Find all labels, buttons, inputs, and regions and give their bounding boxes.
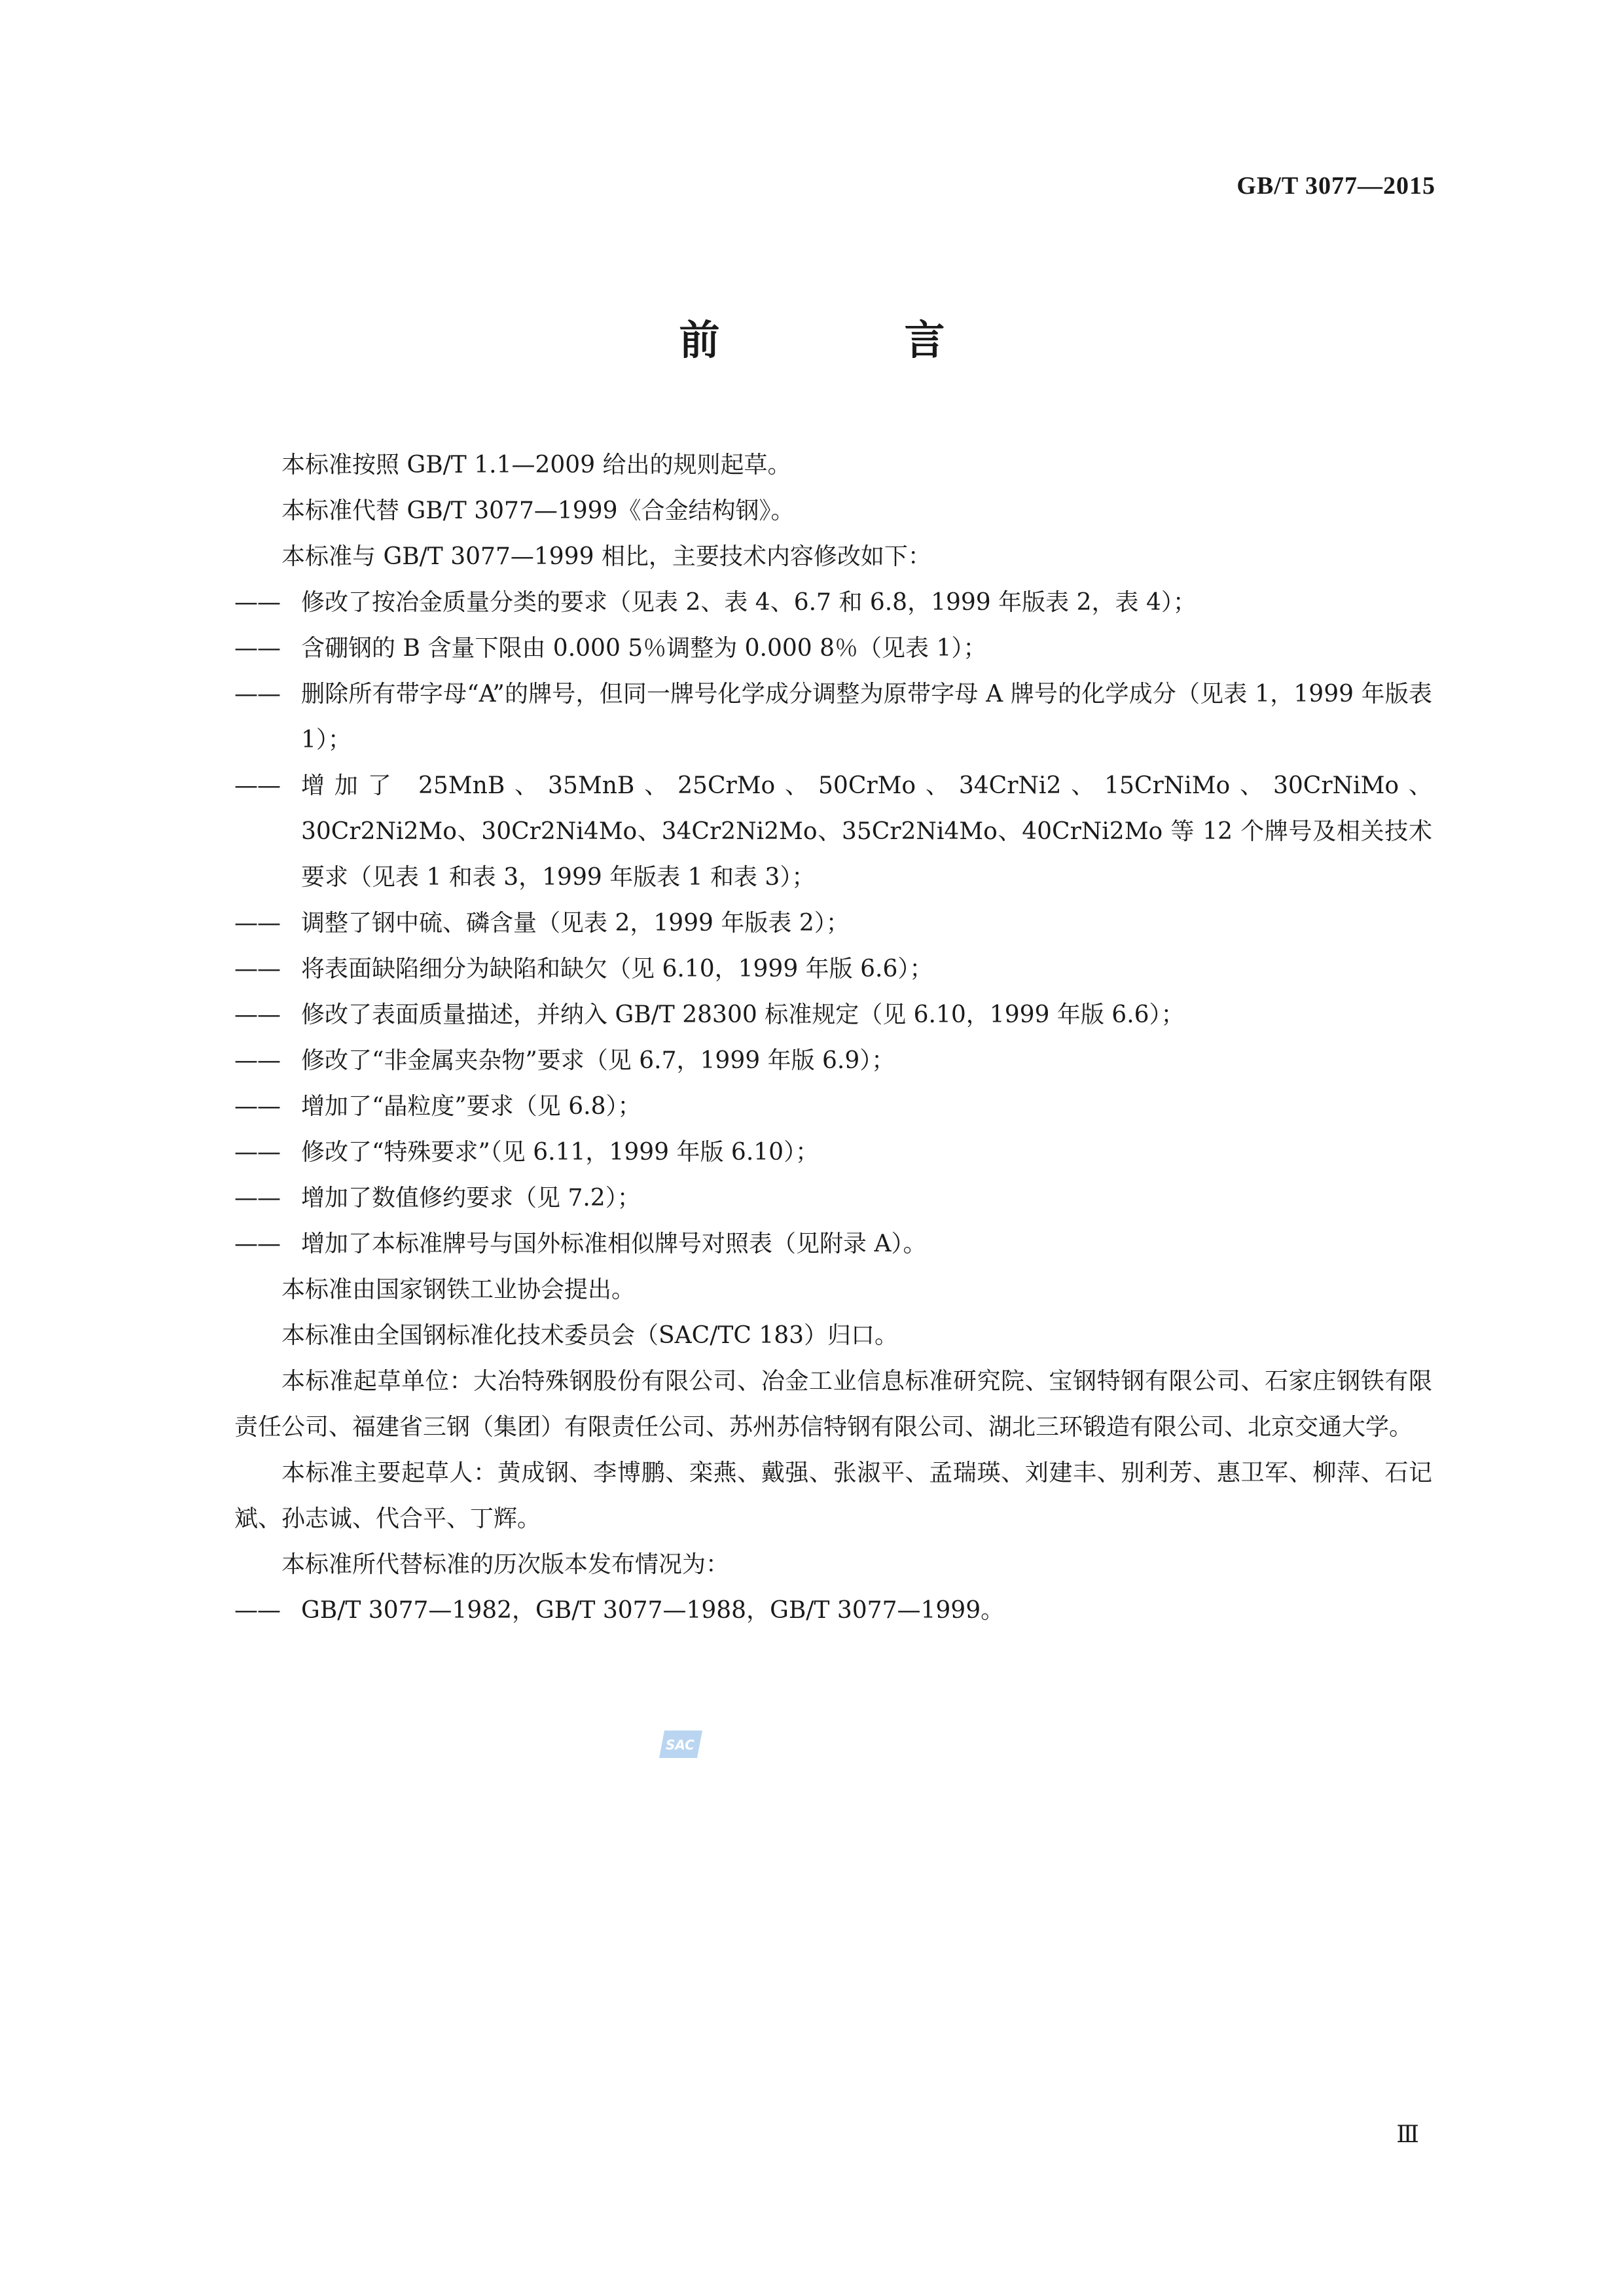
dash-mark: —— <box>234 772 280 799</box>
page-title: 前 言 <box>679 316 1017 364</box>
history-item: —— GB/T 3077—1982，GB/T 3077—1988，GB/T 3077—1999。 <box>234 1588 1432 1634</box>
paragraph-managed-by: 本标准由全国钢标准化技术委员会（SAC/TC 183）归口。 <box>281 1322 899 1349</box>
change-item: —— 将表面缺陷细分为缺陷和缺欠（见 6.10，1999 年版 6.6）； <box>234 946 1432 992</box>
change-item: —— 删除所有带字母“A”的牌号，但同一牌号化学成分调整为原带字母 A 牌号的化学成分（见表 1，1999 年版表 1）； <box>234 672 1432 763</box>
dash-mark: —— <box>234 1230 280 1257</box>
dash-mark: —— <box>234 681 280 708</box>
change-item: —— 修改了按冶金质量分类的要求（见表 2、表 4、6.7 和 6.8，1999 年版表 2，表 4）； <box>234 580 1432 626</box>
change-item: —— 调整了钢中硫、磷含量（见表 2，1999 年版表 2）； <box>234 901 1432 946</box>
change-item: —— 修改了“非金属夹杂物”要求（见 6.7，1999 年版 6.9）； <box>234 1038 1432 1084</box>
dash-mark: —— <box>234 1047 280 1074</box>
standard-code: GB/T 3077—2015 <box>1236 172 1435 200</box>
dash-mark: —— <box>234 1185 280 1211</box>
dash-mark: —— <box>234 589 280 616</box>
change-item: —— 增加了 25MnB、35MnB、25CrMo、50CrMo、34CrNi2、15CrNiMo、30CrNiMo、30Cr2Ni2Mo、30Cr2Ni4Mo、34Cr2Ni2Mo、35Cr2Ni4Mo、40CrNi2Mo 等 12 个牌号及相关技术要求（见表 1 和表 3，1999 年版表 1 和表 3）； <box>234 763 1432 901</box>
change-item: —— 增加了“晶粒度”要求（见 6.8）； <box>234 1084 1432 1130</box>
dash-mark: —— <box>234 635 280 662</box>
dash-mark: —— <box>234 1139 280 1166</box>
paragraph-replaces: 本标准代替 GB/T 3077—1999《合金结构钢》。 <box>281 497 795 524</box>
change-item: —— 含硼钢的 B 含量下限由 0.000 5％调整为 0.000 8％（见表 1）； <box>234 626 1432 672</box>
paragraph-changes-intro: 本标准与 GB/T 3077—1999 相比，主要技术内容修改如下： <box>281 543 931 570</box>
dash-mark: —— <box>234 956 280 982</box>
dash-mark: —— <box>234 1093 280 1120</box>
changes-list <box>234 580 1432 1267</box>
foreword-body <box>234 442 1432 1634</box>
paragraph-proposed-by: 本标准由国家钢铁工业协会提出。 <box>281 1276 636 1303</box>
sac-logo-text: SAC <box>666 1737 695 1753</box>
dash-mark: —— <box>234 1597 280 1624</box>
paragraph-drafters: 本标准主要起草人：黄成钢、李博鹏、栾燕、戴强、张淑平、孟瑞瑛、刘建丰、别利芳、惠卫军、柳萍、石记斌、孙志诚、代合平、丁辉。 <box>234 1460 1432 1532</box>
change-item: —— 修改了“特殊要求”（见 6.11，1999 年版 6.10）； <box>234 1130 1432 1175</box>
paragraph-drafting-rules: 本标准按照 GB/T 1.1—2009 给出的规则起草。 <box>281 452 791 478</box>
change-item: —— 增加了本标准牌号与国外标准相似牌号对照表（见附录 A）。 <box>234 1221 1432 1267</box>
dash-mark: —— <box>234 1001 280 1028</box>
page-number: Ⅲ <box>1396 2121 1419 2147</box>
change-item: —— 修改了表面质量描述，并纳入 GB/T 28300 标准规定（见 6.10，1999 年版 6.6）； <box>234 992 1432 1038</box>
paragraph-drafting-units: 本标准起草单位：大冶特殊钢股份有限公司、冶金工业信息标准研究院、宝钢特钢有限公司、石家庄钢铁有限责任公司、福建省三钢（集团）有限责任公司、苏州苏信特钢有限公司、湖北三环锻造有限公司、北京交通大学。 <box>234 1368 1432 1441</box>
change-item: —— 增加了数值修约要求（见 7.2）； <box>234 1175 1432 1221</box>
sac-watermark-logo <box>657 1729 705 1759</box>
dash-mark: —— <box>234 910 280 937</box>
paragraph-history-intro: 本标准所代替标准的历次版本发布情况为： <box>281 1551 730 1578</box>
